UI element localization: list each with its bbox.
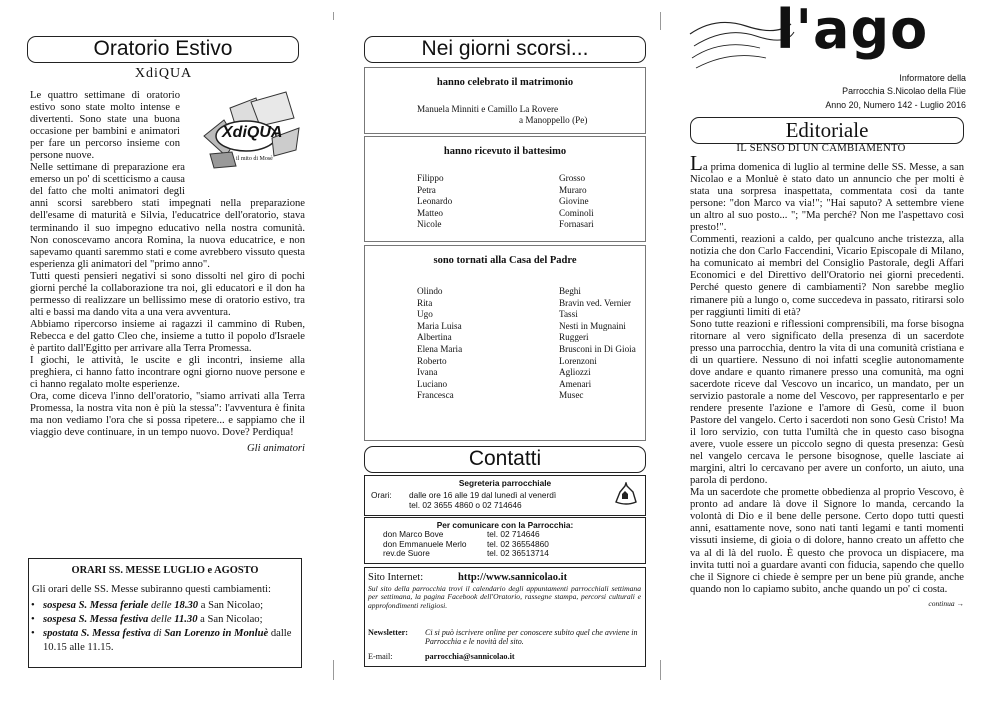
last-name: Beghi [559, 286, 581, 296]
oratorio-paragraph-4: Abbiamo ripercorso insieme ai ragazzi il cammino di Ruben, Rebecca e del gatto Cleo che, insieme a tutto il popolo d'Israele è partito dall'Egitto per arrivare alla Terra Promessa. [30, 318, 305, 354]
contact-phone: tel. 02 714646 [487, 529, 540, 539]
contact-phone: tel. 02 36513714 [487, 548, 549, 559]
orari-item-label: sospesa S. Messa feriale [43, 600, 149, 611]
last-name: Lorenzoni [559, 355, 597, 366]
last-name: Brusconi in Di Gioia [559, 343, 636, 354]
list-item [417, 379, 637, 391]
contatti-title: Contatti [364, 446, 646, 473]
orari-item-sep: di [150, 628, 165, 639]
logo-text: XdiQUA [222, 124, 283, 141]
list-item [417, 356, 637, 368]
newsletter-label: Newsletter: [368, 628, 409, 637]
continua-link[interactable] [690, 598, 964, 610]
sito-box [364, 567, 646, 667]
drop-cap: L [690, 151, 703, 175]
first-name: Maria Luisa [417, 320, 462, 331]
sito-description: Sul sito della parrocchia trovi il calendario degli appuntamenti parrocchiali settimana per settimana, la pagina Facebook dell'Oratorio, rassegne stampa, percorsi culturali e approfondimenti religiosi. [368, 584, 641, 610]
segreteria-phone: tel. 02 3655 4860 o 02 714646 [409, 500, 522, 510]
oratorio-float-spacer [185, 162, 305, 198]
newsletter-description: Ci si può iscrivere online per conoscere subito quel che avviene in Parrocchia e le novità del sito. [425, 628, 638, 646]
battesimo-list [417, 173, 637, 231]
first-name: Francesca [417, 390, 454, 401]
last-name: Grosso [559, 173, 586, 183]
first-name: Luciano [417, 378, 448, 389]
first-name: Rita [417, 297, 433, 308]
issue-info [825, 72, 966, 112]
defunti-list [417, 286, 637, 402]
editoriale-paragraph-1-text: a prima domenica di luglio al termine delle SS. Messe, a san Nicolao e a Monluè è stato dato un annuncio che per molti è stata una sorpresa inaspettata, commentata così da tante persone: "don Marco va via!"; "Hai saputo? A settembre viene un altro al suo posto... "; "Ma perché? Non me l'aspettavo così presto!". [690, 162, 964, 234]
last-name: Muraro [559, 184, 587, 195]
contact-name: don Emmanuele Merlo [383, 538, 467, 549]
list-item [417, 321, 637, 333]
battesimo-section [364, 136, 646, 242]
orari-item-time: dalle 10.15 alle 11.15. [43, 628, 292, 653]
email-label: E-mail: [368, 652, 393, 661]
church-icon [613, 482, 639, 513]
editoriale-paragraph-4: Ma un sacerdote che promette obbedienza al proprio Vescovo, è pronto ad andare là dove il Signore lo manda, cercando la volontà di Dio e il bene delle persone. Certo dopo tutti questi anni, esattamente nove, sono nati tanti legami e tanti momenti vissuti insieme, di gioia o di dolore, hanno creato un affetto che va al di là del ruolo. È questo che provoca un dispiacere, ma invita tutti noi a guardare avanti con fiducia, sapendo che quello che il Signore ci chiede è sempre per un bene più grande, anche quando non lo capiamo subito, anche quando un po' ci costa. [690, 487, 964, 595]
matrimonio-names: Manuela Minniti e Camillo La Rovere [417, 104, 559, 114]
orari-item-label: spostata S. Messa festiva [43, 628, 151, 639]
orari-item [43, 613, 301, 627]
first-name: Filippo [417, 173, 444, 183]
nei-giorni-title: Nei giorni scorsi... [364, 36, 646, 63]
list-item [417, 390, 637, 402]
battesimo-title: hanno ricevuto il battesimo [443, 146, 567, 157]
orari-item-place: a San Nicolao; [198, 600, 264, 611]
comunicare-box [364, 517, 646, 564]
sito-label: Sito Internet: [368, 572, 424, 583]
oratorio-paragraph-1: Le quattro settimane di oratorio estivo sono state molto intense e divertenti. Sono state una buona occasione per bambini e animatori per fare un percorso insieme con persone nuove. [30, 90, 180, 162]
orari-title: ORARI SS. MESSE LUGLIO e AGOSTO [71, 565, 259, 576]
orari-item-time: 18.30 [174, 600, 199, 611]
first-name: Nicole [417, 219, 442, 230]
contact-phone: tel. 02 36554860 [487, 538, 549, 549]
list-item [417, 196, 637, 208]
column-divider-left [333, 12, 334, 20]
contact-name: rev.de Suore [383, 548, 430, 559]
continua-label: continua [928, 598, 955, 608]
last-name: Musec [559, 390, 584, 401]
orari-item-label: sospesa S. Messa festiva [43, 614, 149, 625]
first-name: Olindo [417, 286, 443, 296]
orari-item-time: 11.30 [174, 614, 198, 625]
column-divider-right-bottom [660, 660, 661, 680]
defunti-section [364, 245, 646, 441]
last-name: Tassi [559, 309, 578, 320]
last-name: Bravin ved. Vernier [559, 297, 632, 308]
column-divider-left-bottom [333, 660, 334, 680]
first-name: Roberto [417, 355, 447, 366]
orari-item-place: a San Nicolao; [197, 614, 263, 625]
last-name: Ruggeri [559, 332, 589, 343]
orari-item-sep: delle [148, 614, 175, 625]
segreteria-title: Segreteria parrocchiale [458, 478, 552, 488]
first-name: Albertina [417, 332, 452, 343]
segreteria-box [364, 475, 646, 516]
orari-label: Orari: [371, 490, 392, 500]
first-name: Elena Maria [417, 343, 463, 354]
info-line-3: Anno 20, Numero 142 - Luglio 2016 [825, 99, 966, 110]
column-divider-right [660, 12, 661, 30]
orari-item-place-name: San Lorenzo in Monluè [164, 628, 269, 639]
sito-row [368, 572, 645, 583]
matrimonio-title: hanno celebrato il matrimonio [436, 77, 574, 88]
orari-item-sep: delle [148, 600, 175, 611]
orari-item [43, 627, 301, 655]
orari-messe-box [28, 558, 302, 668]
arrow-right-icon: → [956, 598, 964, 608]
logo-caption: il mito di Mosè [236, 156, 273, 162]
masthead-title: l'ago [776, 0, 929, 61]
oratorio-body [30, 90, 305, 455]
comunicare-title: Per comunicare con la Parrocchia: [436, 520, 574, 530]
orari-intro: Gli orari delle SS. Messe subiranno questi cambiamenti: [32, 584, 271, 595]
list-item [417, 367, 637, 379]
defunti-title: sono tornati alla Casa del Padre [433, 255, 577, 266]
list-item [417, 332, 637, 344]
list-item [417, 185, 637, 197]
matrimonio-section [364, 67, 646, 134]
list-item [417, 298, 637, 310]
oratorio-paragraph-3: Tutti questi pensieri negativi si sono dissolti nel giro di pochi giorni perché la collaborazione tra noi, gli educatori e il don ha permesso di realizzare un bellissimo mese di oratorio estivo, tra alti e bassi ma dando vita a una vera avventura. [30, 270, 305, 318]
last-name: Amenari [559, 378, 592, 389]
list-item [417, 219, 637, 231]
info-line-1: Informatore della [899, 73, 966, 83]
masthead [686, 0, 966, 72]
list-item [417, 208, 637, 220]
editoriale-subtitle: IL SENSO DI UN CAMBIAMENTO [736, 142, 906, 154]
contact-list [383, 530, 633, 559]
editoriale-paragraph-3: Sono tutte reazioni e riflessioni comprensibili, ma forse bisogna ritornare al vero significato della presenza di un sacerdote presso una parrocchia, dentro la vita di una comunità cristiana e di un quartiere. Nessuno di noi infatti sceglie autonomamente dove andare e quanto rimanere presso una comunità, ma ogni sacerdote riceve dal Vescovo un incarico, un mandato, per un servizio pastorale a nome del Vescovo, per rappresentarlo e per rendere presente l'azione e l'amore di Gesù, come il buon Pastore del vangelo. Certo i sacerdoti non sono Gesù Cristo! Ma il loro servizio, con tutta l'umiltà che in questo caso bisogna avere, vuole essere un piccolo segno di questa presenza: Gesù nel vangelo cercava le persone bisognose, quelle lasciate ai margini, altri lo cercavano per avere un conforto, un aiuto, una parola di perdono. [690, 318, 964, 487]
oratorio-paragraph-6: Ora, come diceva l'inno dell'oratorio, "siamo arrivati alla Terra Promessa, la nostra vita non è più la stessa": l'avventura è finita ma non vediamo l'ora che si possa ripetere... e sappiamo che il viaggio deve continuare, in un tempo nuovo. Dove? Perdiqua! [30, 391, 305, 439]
editoriale-title: Editoriale [690, 117, 964, 144]
orari-list [29, 599, 301, 655]
list-item [417, 173, 637, 185]
list-item [417, 309, 637, 321]
contact-name: don Marco Bove [383, 529, 444, 539]
last-name: Nesti in Mugnaini [559, 320, 626, 331]
oratorio-paragraph-2: Nelle settimane di preparazione era emerso un po' di scetticismo a causa del fatto che molti animatori degli anni scorsi sarebbero stati impegnati nella preparazione dell'esame di maturità e Silvia, l'educatrice dell'oratorio, stava terminando il suo impegno educativo nella nostra comunità. Non conoscevamo ancora Romina, la nuova educatrice, e non sapevamo quanti saremmo stati e come avrebbero vissuto questa esperienza gli animatori del "primo anno". [30, 162, 305, 270]
segreteria-hours: dalle ore 16 alle 19 dal lunedì al venerdì [409, 490, 557, 500]
email-link[interactable]: parrocchia@sannicolao.it [425, 652, 515, 661]
oratorio-subtitle: XdiQUA [134, 66, 193, 81]
first-name: Leonardo [417, 196, 453, 207]
oratorio-paragraph-5: I giochi, le attività, le uscite e gli incontri, insieme alla preghiera, ci hanno fatto incontrare ogni giorno nuove persone e ci hanno regalato molte esperienze. [30, 355, 305, 391]
matrimonio-place: a Manoppello (Pe) [519, 115, 588, 125]
list-item [417, 344, 637, 356]
sito-link[interactable]: http://www.sannicolao.it [458, 572, 568, 583]
first-name: Matteo [417, 207, 444, 218]
editoriale-body [690, 151, 964, 610]
editoriale-paragraph-2: Commenti, reazioni a caldo, per qualcuno anche tristezza, alla notizia che don Carlo Faccendini, Vicario Episcopale di Milano, ha comunicato ai membri del Consiglio Pastorale, degli Affari Economici e del Direttivo dell'Oratorio nei giorni precedenti. Perché questo genere di cambiamenti? Non sarebbe meglio rimanere più a lungo o, come succedeva in passato, ritirarsi solo per raggiunti limiti di età? [690, 234, 964, 318]
contact-row [383, 549, 633, 559]
first-name: Ugo [417, 309, 433, 320]
oratorio-signature: Gli animatori [247, 443, 305, 455]
last-name: Giovine [559, 196, 589, 207]
first-name: Petra [417, 184, 436, 195]
editoriale-paragraph-1 [690, 151, 964, 234]
last-name: Fornasari [559, 219, 594, 230]
last-name: Agliozzi [559, 367, 591, 378]
first-name: Ivana [417, 367, 438, 378]
oratorio-title: Oratorio Estivo [27, 36, 299, 63]
list-item [417, 286, 637, 298]
orari-item [43, 599, 301, 613]
info-line-2: Parrocchia S.Nicolao della Flüe [842, 86, 966, 97]
last-name: Cominoli [559, 207, 594, 218]
